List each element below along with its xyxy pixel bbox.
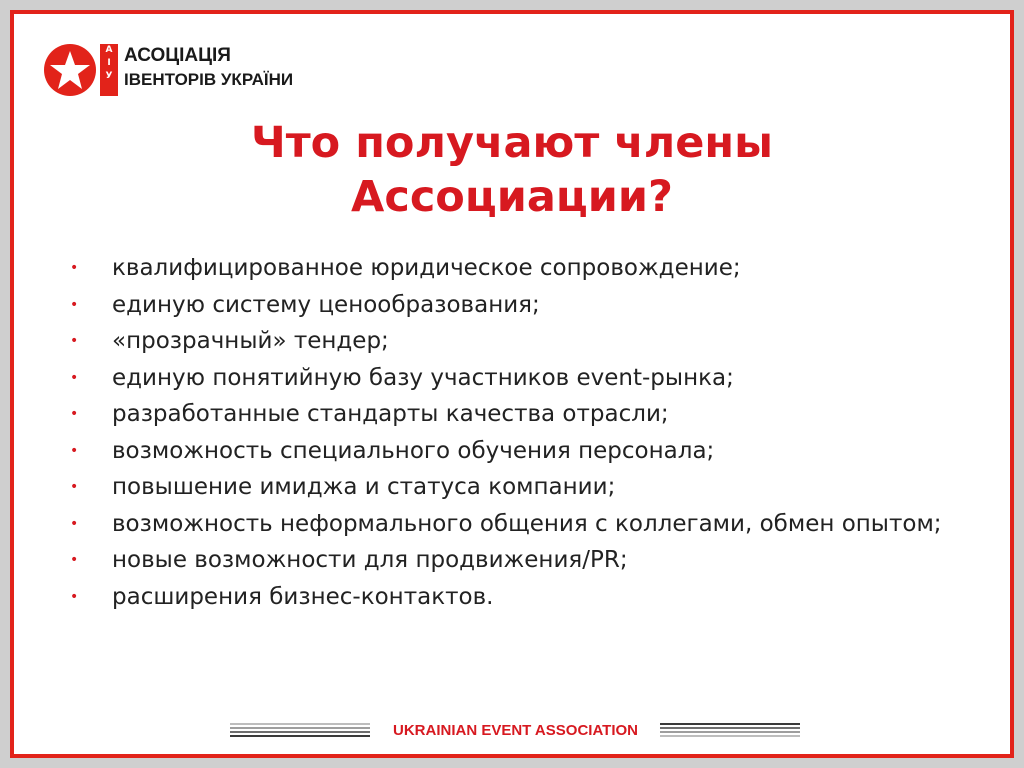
list-item-text: разработанные стандарты качества отрасли; (112, 401, 669, 427)
benefits-list (70, 255, 1000, 620)
logo-letter: У (105, 71, 113, 81)
star-logo-icon (42, 42, 98, 98)
bullet-icon: • (70, 479, 79, 495)
list-item-text: повышение имиджа и статуса компании; (112, 474, 616, 500)
list-item-text: единую понятийную базу участников event-рынка; (112, 364, 734, 391)
bullet-icon: • (70, 406, 79, 422)
bullet-icon: • (70, 442, 79, 459)
list-item-text: возможность специального обучения персонала; (112, 437, 715, 464)
bullet-icon: • (70, 260, 79, 276)
bullet-icon: • (70, 333, 79, 349)
bullet-icon: • (70, 369, 79, 386)
list-item-text: возможность неформального общения с коллегами, обмен опытом; (112, 510, 942, 537)
list-item (70, 547, 1000, 574)
list-item-text: «прозрачный» тендер; (112, 328, 389, 354)
list-item (70, 328, 1000, 355)
logo-letter: І (107, 58, 111, 68)
list-item (70, 474, 1000, 501)
bullet-icon: • (70, 515, 79, 532)
logo-side-letters (100, 44, 118, 96)
logo-letter: А (105, 45, 113, 55)
association-logo (42, 42, 294, 98)
list-item (70, 511, 1000, 538)
bullet-icon: • (70, 552, 79, 568)
footer (230, 718, 800, 744)
list-item-text: расширения бизнес-контактов. (112, 583, 494, 610)
logo-line-2: ІВЕНТОРІВ УКРАЇНИ (124, 70, 294, 89)
list-item-text: новые возможности для продвижения/PR; (112, 547, 628, 573)
logo-line-1: АСОЦІАЦІЯ (124, 45, 231, 66)
footer-stripes-right (660, 722, 800, 740)
footer-text: UKRAINIAN EVENT ASSOCIATION (392, 722, 638, 739)
list-item (70, 584, 1000, 611)
list-item (70, 401, 1000, 428)
logo-text (124, 44, 324, 92)
title-line-1: Что получают члены (251, 118, 773, 168)
list-item-text: квалифицированное юридическое сопровождение; (112, 255, 741, 281)
list-item (70, 438, 1000, 465)
list-item-text: единую систему ценообразования; (112, 291, 540, 318)
list-item (70, 255, 1000, 282)
list-item (70, 365, 1000, 392)
bullet-icon: • (70, 296, 79, 313)
footer-stripes-left (230, 722, 370, 740)
slide-title (0, 116, 1024, 224)
title-line-2: Ассоциации? (351, 172, 673, 222)
list-item (70, 292, 1000, 319)
bullet-icon: • (70, 588, 79, 605)
